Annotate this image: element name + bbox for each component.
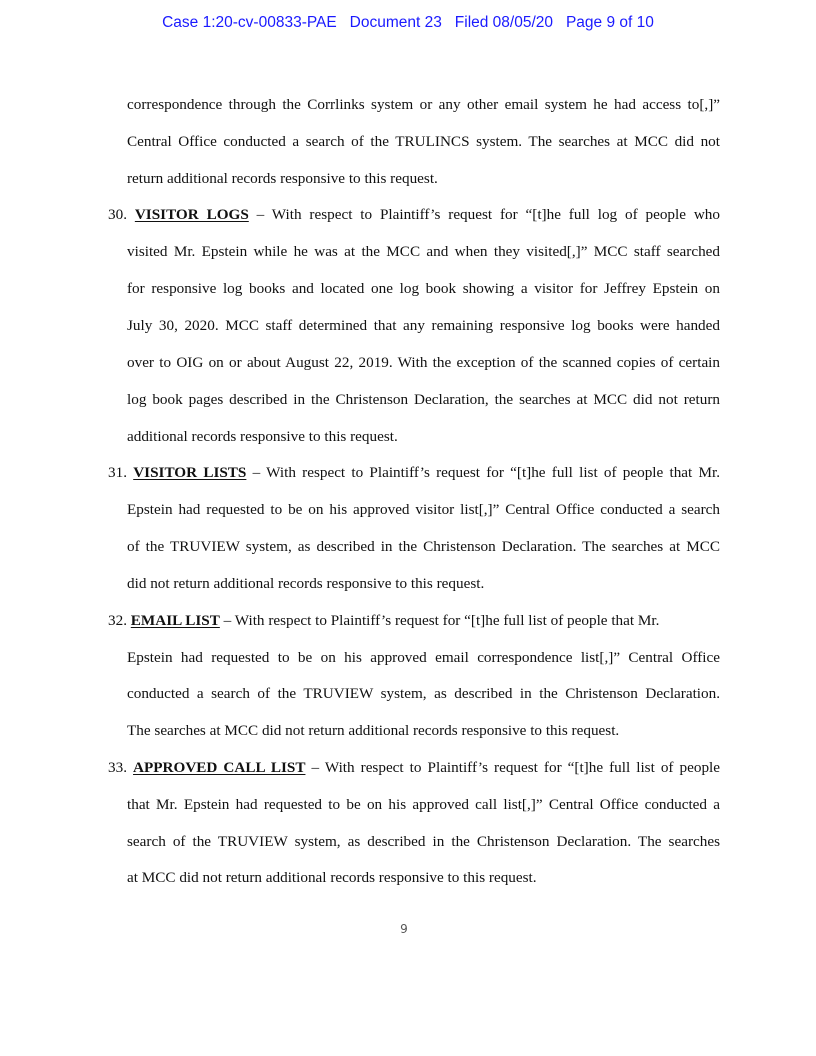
paragraph-heading: VISITOR LISTS <box>133 464 247 481</box>
paragraph-text: – With respect to Plaintiff’s request for “[t]he full list of people <box>305 759 721 776</box>
filed-date: Filed 08/05/20 <box>454 14 554 31</box>
paragraph-32-first-line <box>108 611 720 631</box>
paragraph-number: 32. <box>108 612 127 629</box>
paragraph-number: 31. <box>108 464 127 481</box>
ecf-header <box>0 14 816 32</box>
paragraph-31-line: Epstein had requested to be on his approved visitor list[,]” Central Office conducted a search <box>127 501 720 518</box>
paragraph-number: 33. <box>108 759 127 776</box>
paragraph-text: – With respect to Plaintiff’s request for “[t]he full list of people that Mr. <box>246 464 721 481</box>
paragraph-32-line: The searches at MCC did not return additional records responsive to this request. <box>127 722 620 739</box>
paragraph-heading: VISITOR LOGS <box>134 206 249 223</box>
paragraph-number: 30. <box>108 206 127 223</box>
paragraph-30-line: visited Mr. Epstein while he was at the MCC and when they visited[,]” MCC staff searched <box>127 243 720 260</box>
paragraph-text: – With respect to Plaintiff’s request for “[t]he full list of people that Mr. <box>219 612 660 629</box>
paragraph-33-line: search of the TRUVIEW system, as described in the Christenson Declaration. The searches <box>127 833 720 850</box>
document-number: Document 23 <box>349 14 442 31</box>
paragraph-30-line: log book pages described in the Christenson Declaration, the searches at MCC did not return <box>127 391 720 408</box>
paragraph-31-first-line <box>108 463 720 483</box>
paragraph-33-line: at MCC did not return additional records responsive to this request. <box>127 869 537 886</box>
paragraph-32-line: Epstein had requested to be on his approved email correspondence list[,]” Central Office <box>127 649 720 666</box>
paragraph-31-line: of the TRUVIEW system, as described in the Christenson Declaration. The searches at MCC <box>127 538 720 555</box>
paragraph-33-line: that Mr. Epstein had requested to be on his approved call list[,]” Central Office conducted a <box>127 796 720 813</box>
paragraph-30-line: over to OIG on or about August 22, 2019. With the exception of the scanned copies of certain <box>127 354 720 371</box>
continuation-line: return additional records responsive to this request. <box>127 170 438 187</box>
paragraph-32-line: conducted a search of the TRUVIEW system, as described in the Christenson Declaration. <box>127 685 720 702</box>
paragraph-30-line: for responsive log books and located one log book showing a visitor for Jeffrey Epstein on <box>127 280 720 297</box>
paragraph-30-first-line <box>108 205 720 225</box>
paragraph-heading: APPROVED CALL LIST <box>133 759 306 776</box>
paragraph-31-line: did not return additional records responsive to this request. <box>127 575 485 592</box>
paragraph-33-first-line <box>108 758 720 778</box>
case-number: Case 1:20-cv-00833-PAE <box>162 14 337 31</box>
continuation-line: correspondence through the Corrlinks system or any other email system he had access to[,]” <box>127 96 720 113</box>
paragraph-30-line: July 30, 2020. MCC staff determined that any remaining responsive log books were handed <box>127 317 720 334</box>
paragraph-heading: EMAIL LIST <box>130 612 220 629</box>
page-indicator: Page 9 of 10 <box>565 14 654 31</box>
continuation-line: Central Office conducted a search of the TRULINCS system. The searches at MCC did not <box>127 133 720 150</box>
paragraph-30-line: additional records responsive to this request. <box>127 428 398 445</box>
paragraph-text: – With respect to Plaintiff’s request for “[t]he full log of people who <box>248 206 720 223</box>
page-number: 9 <box>400 922 408 936</box>
